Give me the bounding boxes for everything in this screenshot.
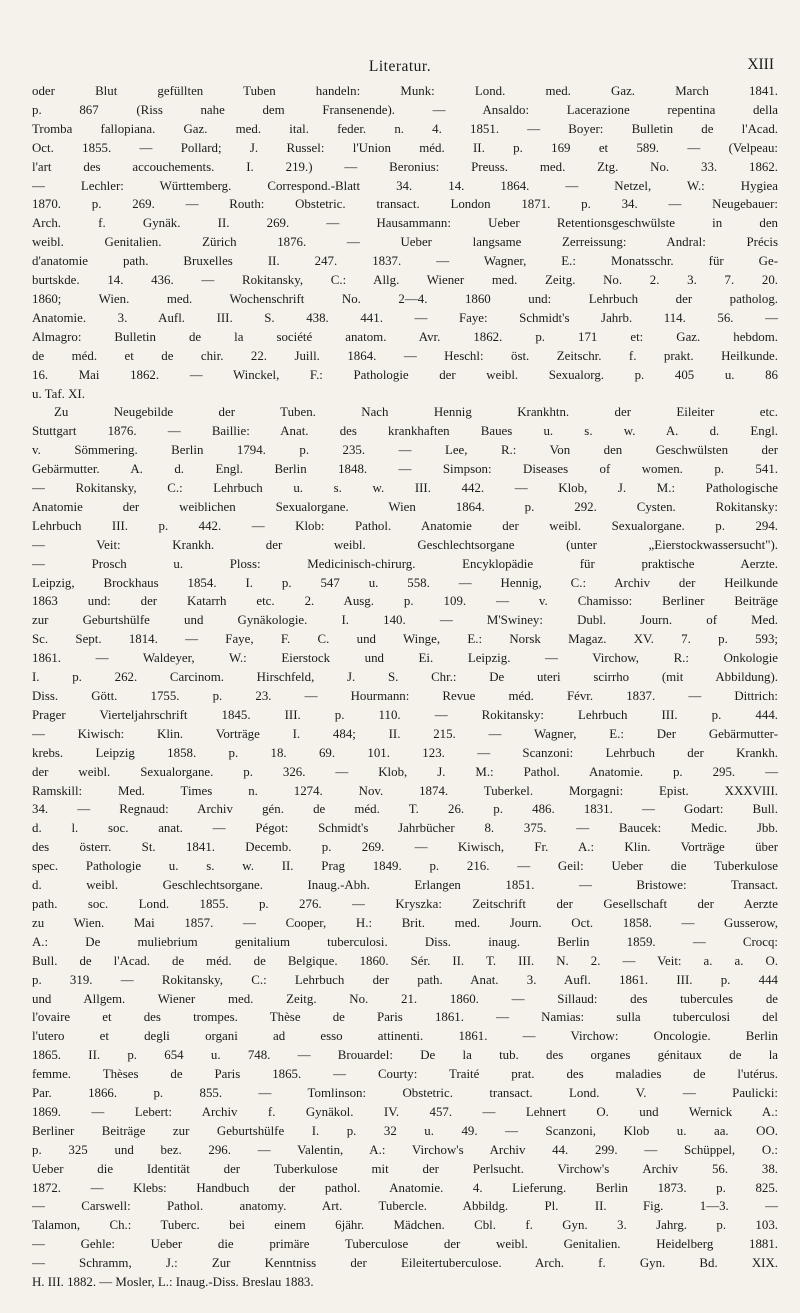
section-heading-line: Zu Neugebilde der Tuben. Nach Hennig Krankhtn. der Eileiter etc. bbox=[54, 405, 778, 420]
text-line: Almagro: Bulletin de la société anatom. Avr. 1862. p. 171 et: Gaz. hebdom. bbox=[32, 329, 778, 344]
text-line: — Schramm, J.: Zur Kenntniss der Eileitertuberculose. Arch. f. Gyn. Bd. XIX. bbox=[32, 1256, 778, 1271]
text-line: Gebärmutter. A. d. Engl. Berlin 1848. — Simpson: Diseases of women. p. 541. bbox=[32, 462, 778, 477]
text-line: Sc. Sept. 1814. — Faye, F. C. und Winge, E.: Norsk Magaz. XV. 7. p. 593; bbox=[32, 632, 778, 647]
text-line: path. soc. Lond. 1855. p. 276. — Kryszka: Zeitschrift der Gesellschaft der Aerzte bbox=[32, 896, 778, 911]
text-line: burtskde. 14. 436. — Rokitansky, C.: Allg. Wiener med. Zeitg. No. 2. 3. 7. 20. bbox=[32, 273, 778, 288]
text-line: p. 867 (Riss nahe dem Fransenende). — Ansaldo: Lacerazione repentina della bbox=[32, 102, 778, 117]
text-line: zur Geburtshülfe und Gynäkologie. I. 140. — M'Swiney: Dubl. Journ. of Med. bbox=[32, 613, 778, 628]
text-line: Lehrbuch III. p. 442. — Klob: Pathol. Anatomie der weibl. Sexualorgane. p. 294. bbox=[32, 518, 778, 533]
text-line: Par. 1866. p. 855. — Tomlinson: Obstetric. transact. Lond. V. — Paulicki: bbox=[32, 1086, 778, 1101]
page-number: XIII bbox=[747, 56, 774, 73]
text-line: Anatomie der weiblichen Sexualorgane. Wien 1864. p. 292. Cysten. Rokitansky: bbox=[32, 499, 778, 514]
text-line: de méd. et de chir. 22. Juill. 1864. — Heschl: öst. Zeitschr. f. prakt. Heilkunde. bbox=[32, 348, 778, 363]
text-line: 1861. — Waldeyer, W.: Eierstock und Ei. Leipzig. — Virchow, R.: Onkologie bbox=[32, 651, 778, 666]
text-line: 1872. — Klebs: Handbuch der pathol. Anatomie. 4. Lieferung. Berlin 1873. p. 825. bbox=[32, 1180, 778, 1195]
text-line: Tromba fallopiana. Gaz. med. ital. feder. n. 4. 1851. — Boyer: Bulletin de l'Acad. bbox=[32, 121, 778, 136]
text-line: H. III. 1882. — Mosler, L.: Inaug.-Diss. Breslau 1883. bbox=[32, 1275, 314, 1290]
bibliography-text bbox=[32, 82, 778, 1292]
text-line: Oct. 1855. — Pollard; J. Russel: l'Union méd. II. p. 169 et 589. — (Velpeau: bbox=[32, 140, 778, 155]
running-title: Literatur. bbox=[368, 58, 432, 75]
text-line: oder Blut gefüllten Tuben handeln: Munk: Lond. med. Gaz. March 1841. bbox=[32, 84, 778, 98]
text-line: u. Taf. XI. bbox=[32, 386, 85, 401]
text-line: d. weibl. Geschlechtsorgane. Inaug.-Abh. Erlangen 1851. — Bristowe: Transact. bbox=[32, 878, 778, 893]
text-line: weibl. Genitalien. Zürich 1876. — Ueber langsame Zerreissung: Andral: Précis bbox=[32, 235, 778, 250]
text-line: l'art des accouchements. I. 219.) — Beronius: Preuss. med. Ztg. No. 33. 1862. bbox=[32, 159, 778, 174]
text-line: Bull. de l'Acad. de méd. de Belgique. 1860. Sér. II. T. III. N. 2. — Veit: a. a. O. bbox=[32, 953, 778, 968]
text-line: 1870. p. 269. — Routh: Obstetric. transact. London 1871. p. 34. — Neugebauer: bbox=[32, 197, 778, 212]
text-line: d'anatomie path. Bruxelles II. 247. 1837. — Wagner, E.: Monatsschr. für Ge- bbox=[32, 254, 778, 269]
text-line: A.: De muliebrium genitalium tuberculosi. Diss. inaug. Berlin 1859. — Crocq: bbox=[32, 934, 778, 949]
text-line: 34. — Regnaud: Archiv gén. de méd. T. 26. p. 486. 1831. — Godart: Bull. bbox=[32, 802, 778, 817]
text-line: — Rokitansky, C.: Lehrbuch u. s. w. III. 442. — Klob, J. M.: Pathologische bbox=[32, 481, 778, 496]
text-line: I. p. 262. Carcinom. Hirschfeld, J. S. Chr.: De uteri scirrho (mit Abbildung). bbox=[32, 670, 778, 685]
text-line: Ramskill: Med. Times n. 1274. Nov. 1874. Tuberkel. Morgagni: Epist. XXXVIII. bbox=[32, 783, 778, 798]
text-line: l'utero et degli organi ad esso attinenti. 1861. — Virchow: Oncologie. Berlin bbox=[32, 1029, 778, 1044]
text-line: — Carswell: Pathol. anatomy. Art. Tubercle. Abbildg. Pl. II. Fig. 1—3. — bbox=[32, 1199, 778, 1214]
text-line: v. Sömmering. Berlin 1794. p. 235. — Lee, R.: Von den Geschwülsten der bbox=[32, 443, 778, 458]
text-line: krebs. Leipzig 1858. p. 18. 69. 101. 123. — Scanzoni: Lehrbuch der Krankh. bbox=[32, 745, 778, 760]
text-line: p. 319. — Rokitansky, C.: Lehrbuch der path. Anat. 3. Aufl. 1861. III. p. 444 bbox=[32, 972, 778, 987]
text-line: — Lechler: Württemberg. Correspond.-Blatt 34. 14. 1864. — Netzel, W.: Hygiea bbox=[32, 178, 778, 193]
text-line: zu Wien. Mai 1857. — Cooper, H.: Brit. med. Journ. Oct. 1858. — Gusserow, bbox=[32, 915, 778, 930]
text-line: femme. Thèses de Paris 1865. — Courty: Traité prat. des maladies de l'utérus. bbox=[32, 1067, 778, 1082]
text-line: — Kiwisch: Klin. Vorträge I. 484; II. 215. — Wagner, E.: Der Gebärmutter- bbox=[32, 726, 778, 741]
text-line: 1863 und: der Katarrh etc. 2. Ausg. p. 109. — v. Chamisso: Berliner Beiträge bbox=[32, 594, 778, 609]
text-line: der weibl. Sexualorgane. p. 326. — Klob, J. M.: Pathol. Anatomie. p. 295. — bbox=[32, 764, 778, 779]
text-line: Arch. f. Gynäk. II. 269. — Hausammann: Ueber Retentionsgeschwülste in den bbox=[32, 216, 778, 231]
text-line: spec. Pathologie u. s. w. II. Prag 1849. p. 216. — Geil: Ueber die Tuberkulose bbox=[32, 859, 778, 874]
text-line: 1869. — Lebert: Archiv f. Gynäkol. IV. 457. — Lehnert O. und Wernick A.: bbox=[32, 1104, 778, 1119]
text-line: Diss. Gött. 1755. p. 23. — Hourmann: Revue méd. Févr. 1837. — Dittrich: bbox=[32, 689, 778, 703]
text-line: des österr. St. 1841. Decemb. p. 269. — Kiwisch, Fr. A.: Klin. Vorträge über bbox=[32, 840, 778, 855]
text-line: Stuttgart 1876. — Baillie: Anat. des krankhaften Baues u. s. w. A. d. Engl. bbox=[32, 424, 778, 439]
text-line: Talamon, Ch.: Tuberc. bei einem 6jähr. Mädchen. Cbl. f. Gyn. 3. Jahrg. p. 103. bbox=[32, 1218, 778, 1233]
text-line: — Veit: Krankh. der weibl. Geschlechtsorgane (unter „Eierstockwassersucht"). bbox=[32, 537, 778, 552]
text-line: — Prosch u. Ploss: Medicinisch-chirurg. Encyklopädie für praktische Aerzte. bbox=[32, 556, 778, 571]
text-line: Prager Vierteljahrschrift 1845. III. p. 110. — Rokitansky: Lehrbuch III. p. 444. bbox=[32, 707, 778, 722]
text-line: l'ovaire et des trompes. Thèse de Paris 1861. — Namias: sulla tuberculosi del bbox=[32, 1010, 778, 1025]
text-line: Berliner Beiträge zur Geburtshülfe I. p. 32 u. 49. — Scanzoni, Klob u. aa. OO. bbox=[32, 1123, 778, 1138]
text-line: 16. Mai 1862. — Winckel, F.: Pathologie der weibl. Sexualorg. p. 405 u. 86 bbox=[32, 367, 778, 382]
text-line: Leipzig, Brockhaus 1854. I. p. 547 u. 558. — Hennig, C.: Archiv der Heilkunde bbox=[32, 575, 778, 590]
text-line: und Allgem. Wiener med. Zeitg. No. 21. 1860. — Sillaud: des tubercules de bbox=[32, 991, 778, 1006]
text-line: Anatomie. 3. Aufl. III. S. 438. 441. — Faye: Schmidt's Jahrb. 114. 56. — bbox=[32, 310, 778, 325]
text-line: 1860; Wien. med. Wochenschrift No. 2—4. 1860 und: Lehrbuch der patholog. bbox=[32, 291, 778, 306]
text-line: d. l. soc. anat. — Pégot: Schmidt's Jahrbücher 8. 375. — Baucek: Medic. Jbb. bbox=[32, 821, 778, 836]
text-line: p. 325 und bez. 296. — Valentin, A.: Virchow's Archiv 44. 299. — Schüppel, O.: bbox=[32, 1142, 778, 1157]
text-line: — Gehle: Ueber die primäre Tuberculose der weibl. Genitalien. Heidelberg 1881. bbox=[32, 1237, 778, 1252]
text-line: Ueber die Identität der Tuberkulose mit der Perlsucht. Virchow's Archiv 56. 38. bbox=[32, 1161, 778, 1176]
text-line: 1865. II. p. 654 u. 748. — Brouardel: De la tub. des organes génitaux de la bbox=[32, 1048, 778, 1063]
